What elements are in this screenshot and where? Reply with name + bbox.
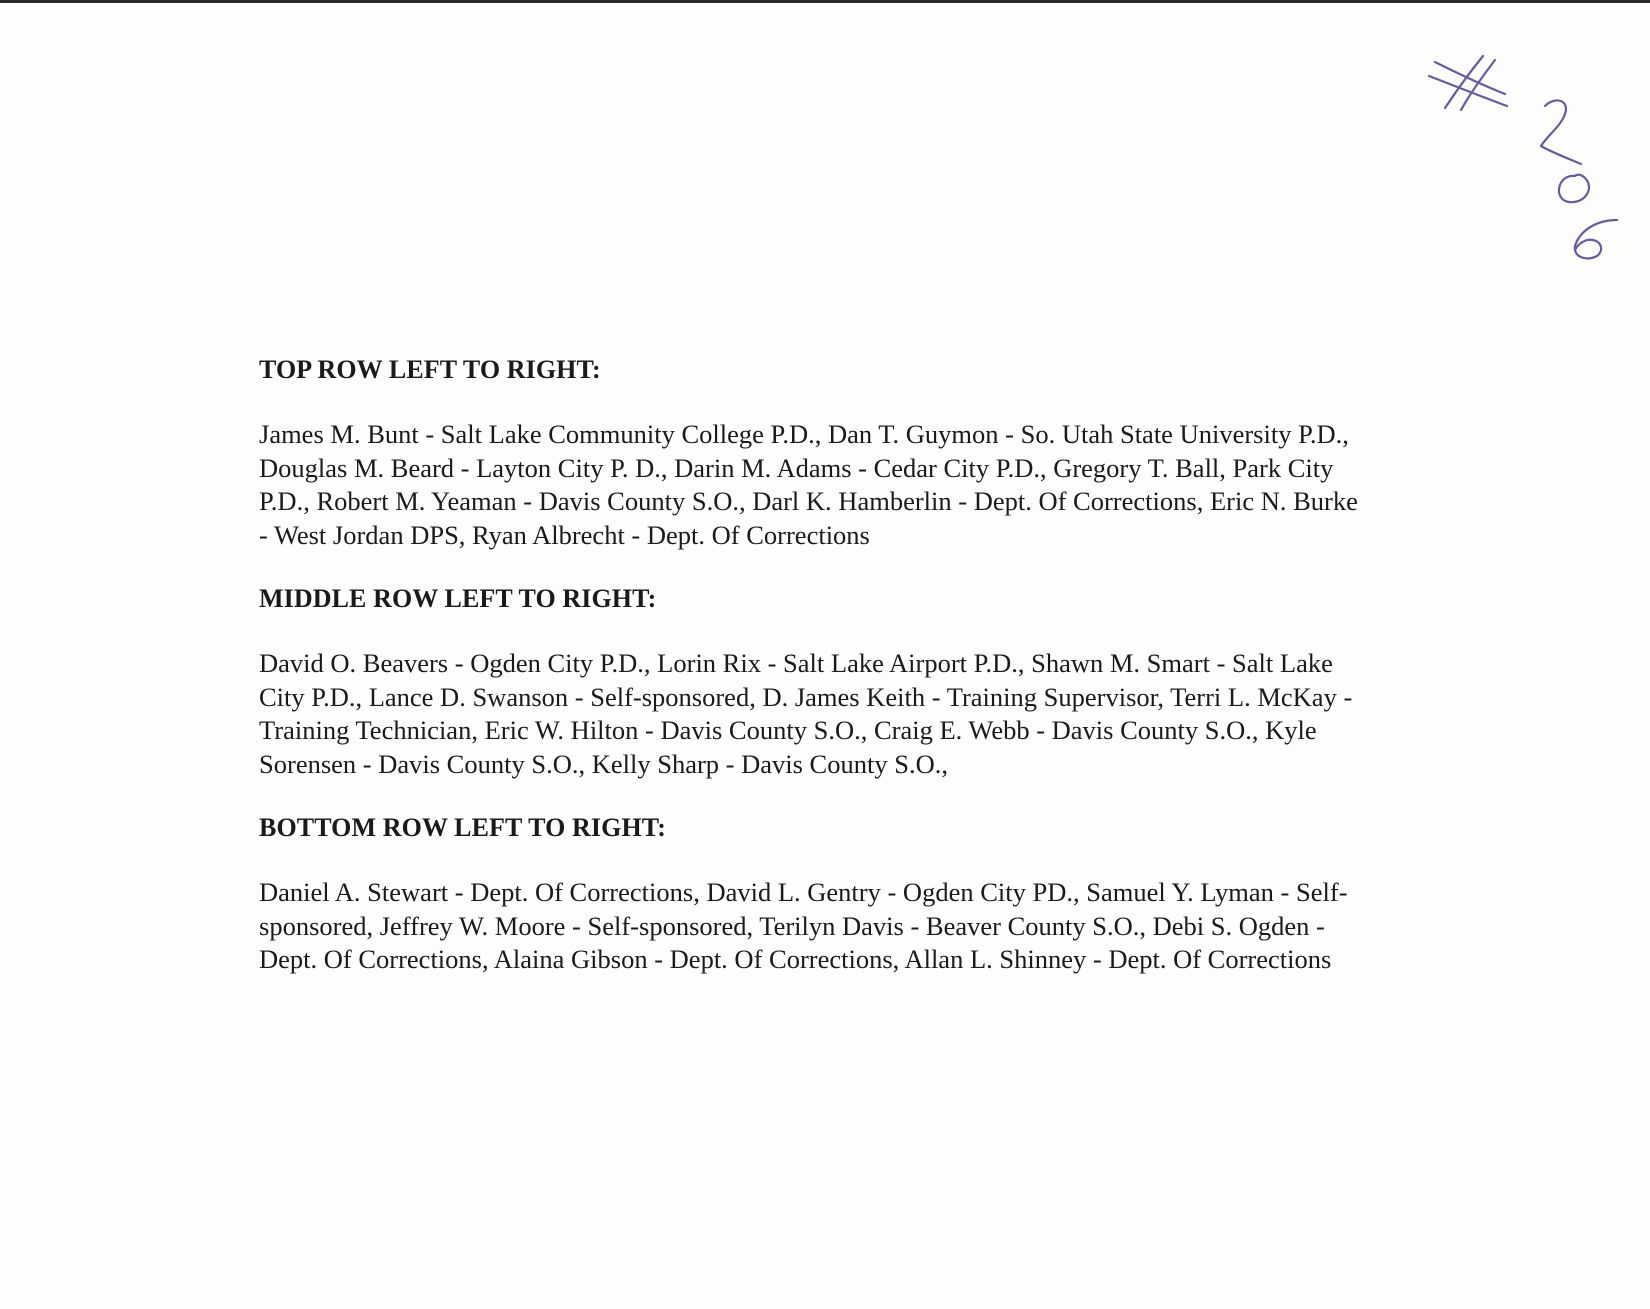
document-body — [259, 354, 1379, 1008]
scan-top-edge — [0, 0, 1650, 3]
section-names: David O. Beavers - Ogden City P.D., Lorin Rix - Salt Lake Airport P.D., Shawn M. Smart - Salt Lake City P.D., Lance D. Swanson - Self-sponsored, D. James Keith - Training Supervisor, Terri L. McKay - Training Technician, Eric W. Hilton - Davis County S.O., Craig E. Webb - Davis County S.O., Kyle Sorensen - Davis County S.O., Kelly Sharp - Davis County S.O., — [259, 648, 1353, 779]
section-top-row — [259, 354, 1379, 552]
section-names: Daniel A. Stewart - Dept. Of Corrections, David L. Gentry - Ogden City PD., Samuel Y. Lyman - Self-sponsored, Jeffrey W. Moore - Self-sponsored, Terilyn Davis - Beaver County S.O., Debi S. Ogden - Dept. Of Corrections, Alaina Gibson - Dept. Of Corrections, Allan L. Shinney - Dept. Of Corrections — [259, 877, 1348, 974]
section-middle-row — [259, 583, 1379, 781]
handwritten-number-mark — [1425, 50, 1635, 270]
section-names: James M. Bunt - Salt Lake Community College P.D., Dan T. Guymon - So. Utah State University P.D., Douglas M. Beard - Layton City P. D., Darin M. Adams - Cedar City P.D., Gregory T. Ball, Park City P.D., Robert M. Yeaman - Davis County S.O., Darl K. Hamberlin - Dept. Of Corrections, Eric N. Burke - West Jordan DPS, Ryan Albrecht - Dept. Of Corrections — [259, 419, 1358, 550]
section-heading: BOTTOM ROW LEFT TO RIGHT: — [259, 813, 667, 842]
section-heading: TOP ROW LEFT TO RIGHT: — [259, 355, 601, 384]
section-bottom-row — [259, 812, 1379, 977]
section-heading: MIDDLE ROW LEFT TO RIGHT: — [259, 584, 657, 613]
